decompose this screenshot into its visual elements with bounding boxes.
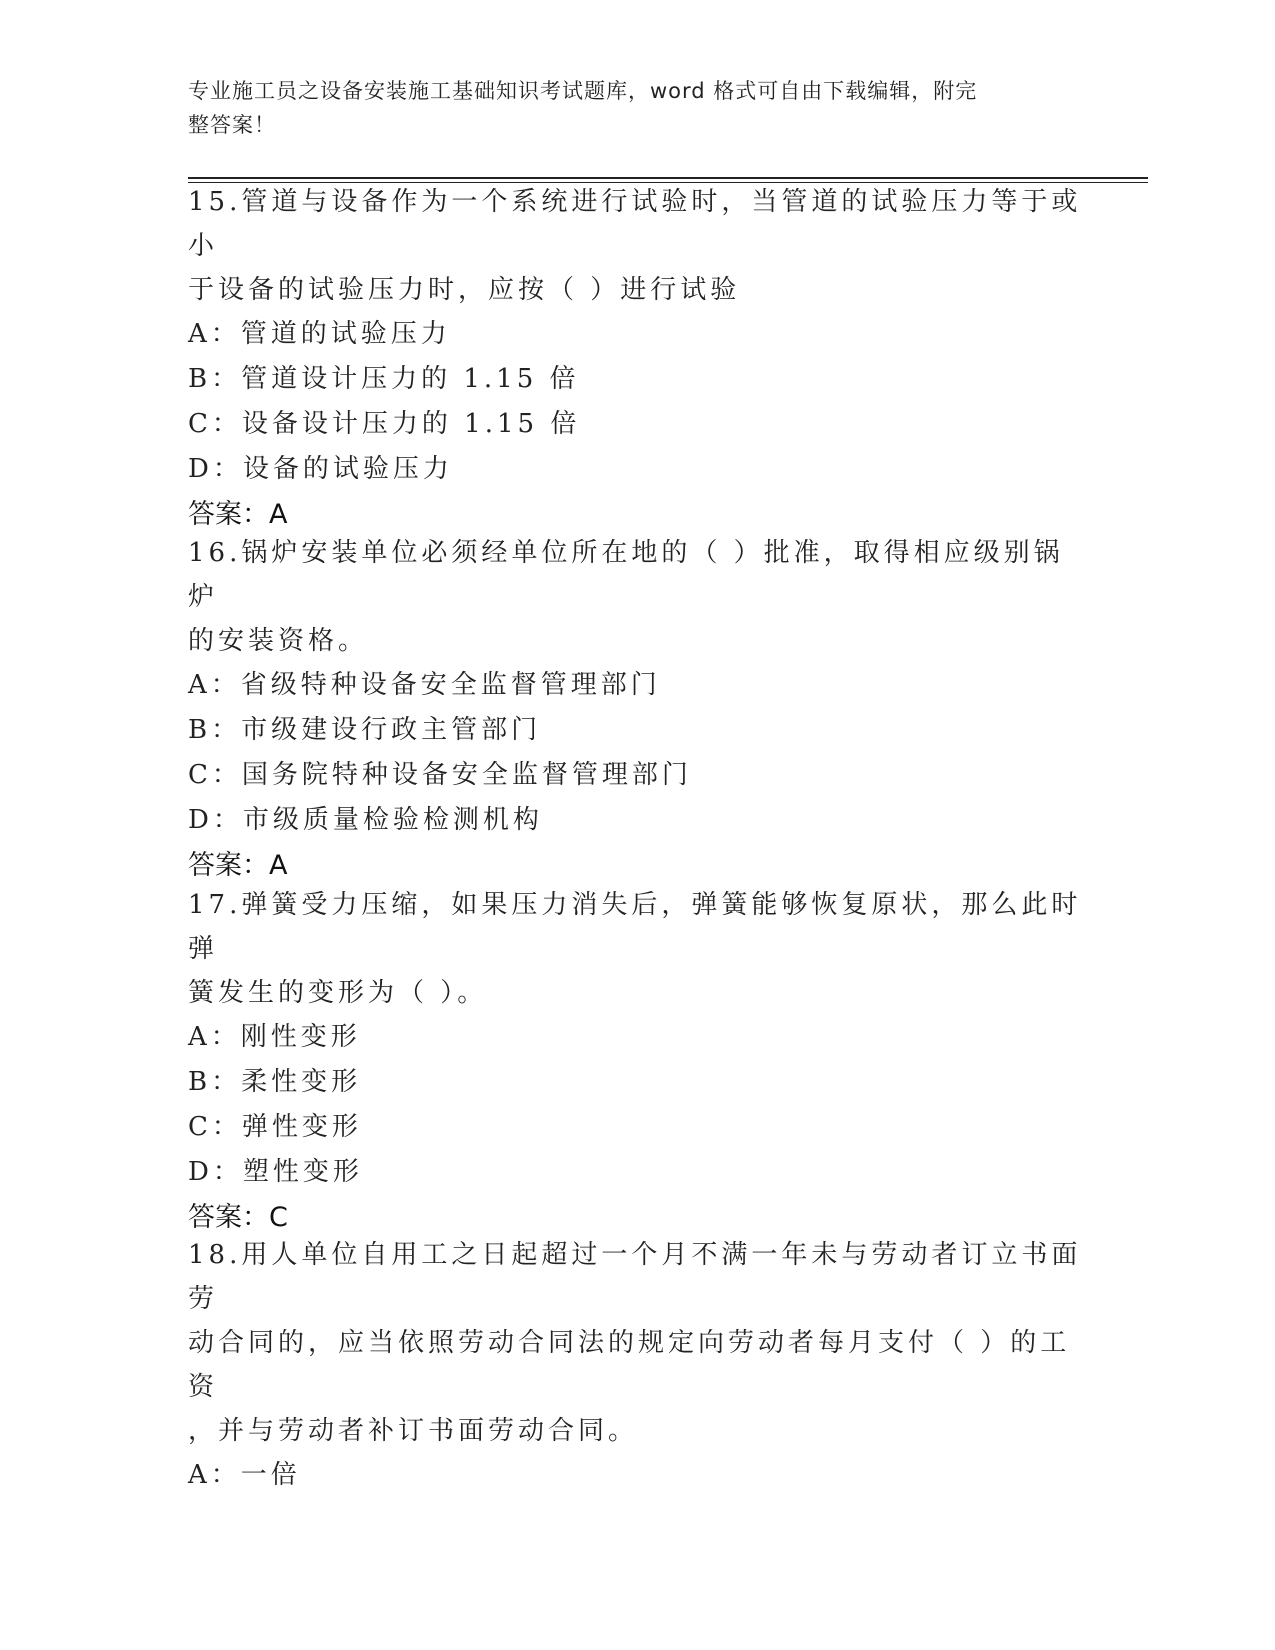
answer-line: 答案：A	[188, 850, 288, 881]
question-stem-line: 于设备的试验压力时，应按（ ）进行试验	[188, 275, 741, 305]
option-d: D：塑性变形	[188, 1157, 363, 1187]
answer-line: 答案：C	[188, 1202, 288, 1233]
question-stem-line: 动合同的，应当依照劳动合同法的规定向劳动者每月支付（ ）的工资	[188, 1328, 1071, 1402]
header-title-line-2: 整答案！	[188, 113, 276, 137]
question-16	[188, 531, 1088, 889]
question-stem-line: ，并与劳动者补订书面劳动合同。	[188, 1416, 639, 1446]
header-divider-thick	[188, 177, 1148, 179]
header-title-line-1: 专业施工员之设备安装施工基础知识考试题库，word 格式可自由下载编辑，附完	[188, 79, 978, 103]
option-d: D：市级质量检验检测机构	[188, 805, 543, 835]
option-b: B：管道设计压力的 1.15 倍	[188, 364, 580, 394]
option-a: A：刚性变形	[188, 1022, 361, 1052]
question-stem-line: 18.用人单位自用工之日起超过一个月不满一年未与劳动者订立书面劳	[188, 1240, 1082, 1314]
answer-line: 答案：A	[188, 499, 288, 530]
question-18	[188, 1233, 1088, 1498]
question-stem-line: 15.管道与设备作为一个系统进行试验时，当管道的试验压力等于或小	[188, 187, 1082, 261]
option-c: C：国务院特种设备安全监督管理部门	[188, 760, 692, 790]
option-a: A：一倍	[188, 1460, 301, 1490]
option-b: B：柔性变形	[188, 1067, 362, 1097]
option-c: C：弹性变形	[188, 1112, 362, 1142]
question-15	[188, 180, 1088, 538]
option-a: A：管道的试验压力	[188, 319, 451, 349]
document-header	[188, 74, 1068, 142]
option-b: B：市级建设行政主管部门	[188, 715, 542, 745]
option-c: C：设备设计压力的 1.15 倍	[188, 409, 581, 439]
question-stem-line: 簧发生的变形为（ ）。	[188, 978, 488, 1008]
question-stem-line: 17.弹簧受力压缩，如果压力消失后，弹簧能够恢复原状，那么此时弹	[188, 890, 1082, 964]
question-stem-line: 的安装资格。	[188, 626, 369, 656]
option-d: D：设备的试验压力	[188, 454, 453, 484]
question-stem-line: 16.锅炉安装单位必须经单位所在地的（ ）批准，取得相应级别锅炉	[188, 538, 1064, 612]
option-a: A：省级特种设备安全监督管理部门	[188, 670, 661, 700]
question-17	[188, 883, 1088, 1241]
